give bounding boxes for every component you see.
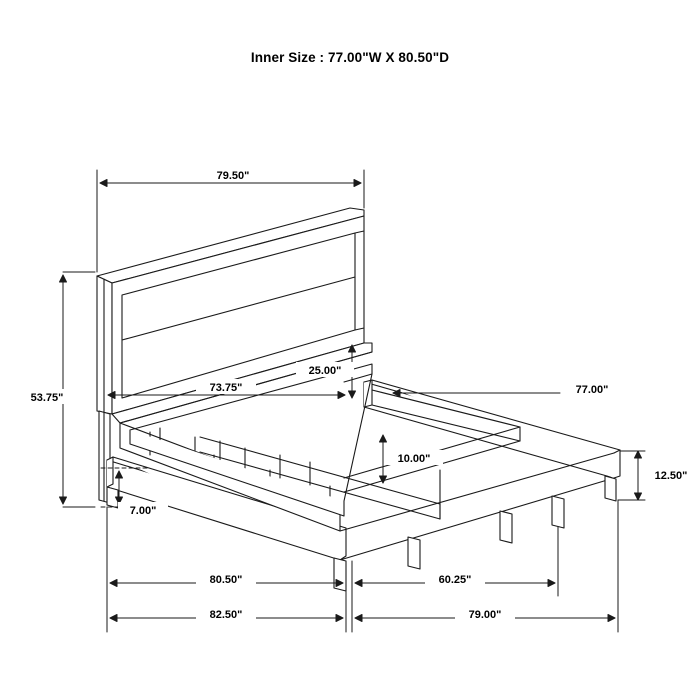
- dimension-label-headboard-width: 79.50": [216, 170, 250, 182]
- dimension-label-side-rail-height: 12.50": [654, 470, 688, 482]
- dimension-label-deck-length: 80.50": [209, 574, 243, 586]
- dimension-label-headboard-height: 53.75": [30, 392, 64, 404]
- dimension-label-leg-height: 7.00": [129, 505, 157, 517]
- dimension-label-footboard-depth: 60.25": [438, 574, 472, 586]
- dimension-label-rail-height: 10.00": [397, 453, 431, 465]
- page-title: Inner Size : 77.00"W X 80.50"D: [250, 50, 450, 65]
- dimension-label-frame-inner-width: 77.00": [575, 384, 609, 396]
- dimension-label-headboard-panel-width: 73.75": [209, 382, 243, 394]
- dimension-label-overall-length: 82.50": [209, 609, 243, 621]
- dimension-label-overall-depth: 79.00": [468, 609, 502, 621]
- dimension-label-headboard-clearance: 25.00": [308, 365, 342, 377]
